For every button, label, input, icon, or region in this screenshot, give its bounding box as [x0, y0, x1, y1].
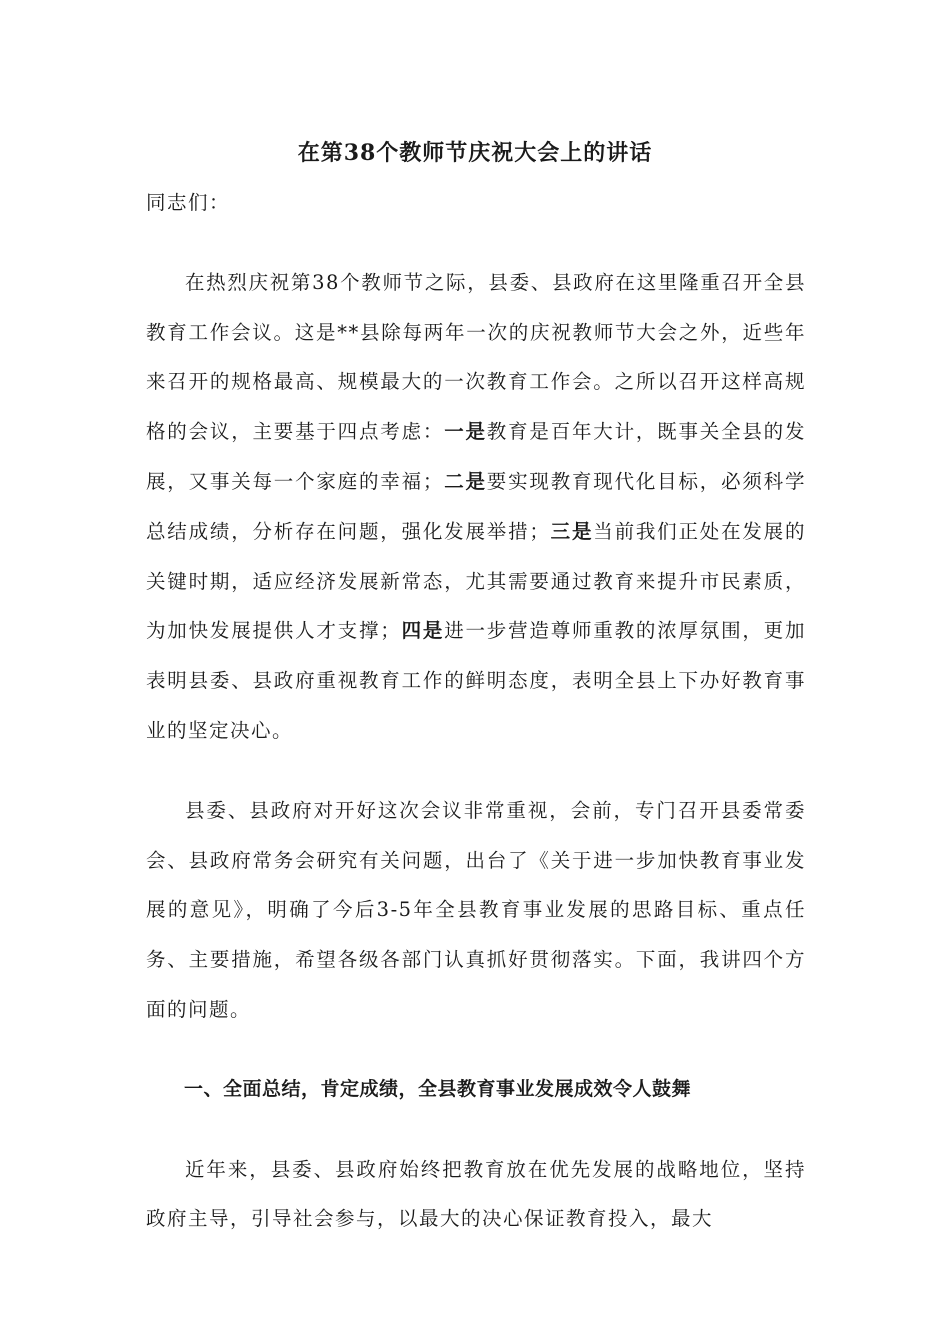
- paragraph-1-text-a: 在热烈庆祝第38个教师节之际，县委、县政府在这里隆重召开全县教育工作会议。这是**县除每两年一次的庆祝教师节大会之外，近些年来召开的规格最高、规模最大的一次教育工作会。之所以召开这样高规格的会议，主要基于四点考虑：: [146, 270, 806, 444]
- document-body: [146, 178, 806, 1244]
- paragraph-2: 县委、县政府对开好这次会议非常重视，会前，专门召开县委常委会、县政府常务会研究有关问题，出台了《关于进一步加快教育事业发展的意见》，明确了今后3-5年全县教育事业发展的思路目标、重点任务、主要措施，希望各级各部门认真抓好贯彻落实。下面，我讲四个方面的问题。: [146, 798, 806, 1021]
- point-label-1: 一是: [444, 420, 487, 444]
- paragraph-1-text-e: 进一步营造尊师重教的浓厚氛围，更加表明县委、县政府重视教育工作的鲜明态度，表明全县上下办好教育事业的坚定决心。: [146, 619, 806, 742]
- point-label-4: 四是: [401, 619, 445, 643]
- paragraph-1-text-c: 要实现教育现代化目标，必须科学总结成绩，分析存在问题，强化发展举措；: [146, 469, 806, 543]
- salutation: 同志们：: [146, 191, 231, 214]
- document-title: 在第38个教师节庆祝大会上的讲话: [297, 140, 653, 166]
- paragraph-1-text-d: 当前我们正处在发展的关键时期，适应经济发展新常态，尤其需要通过教育来提升市民素质，为加快发展提供人才支撑；: [146, 519, 806, 643]
- section-heading-1: 一、全面总结，肯定成绩，全县教育事业发展成效令人鼓舞: [184, 1077, 692, 1100]
- paragraph-1: [146, 258, 806, 756]
- paragraph-1-text-b: 教育是百年大计，既事关全县的发展，又事关每一个家庭的幸福；: [146, 420, 806, 493]
- point-label-3: 三是: [550, 519, 594, 543]
- point-label-2: 二是: [443, 469, 487, 493]
- paragraph-3: 近年来，县委、县政府始终把教育放在优先发展的战略地位，坚持政府主导，引导社会参与，以最大的决心保证教育投入，最大: [146, 1157, 806, 1231]
